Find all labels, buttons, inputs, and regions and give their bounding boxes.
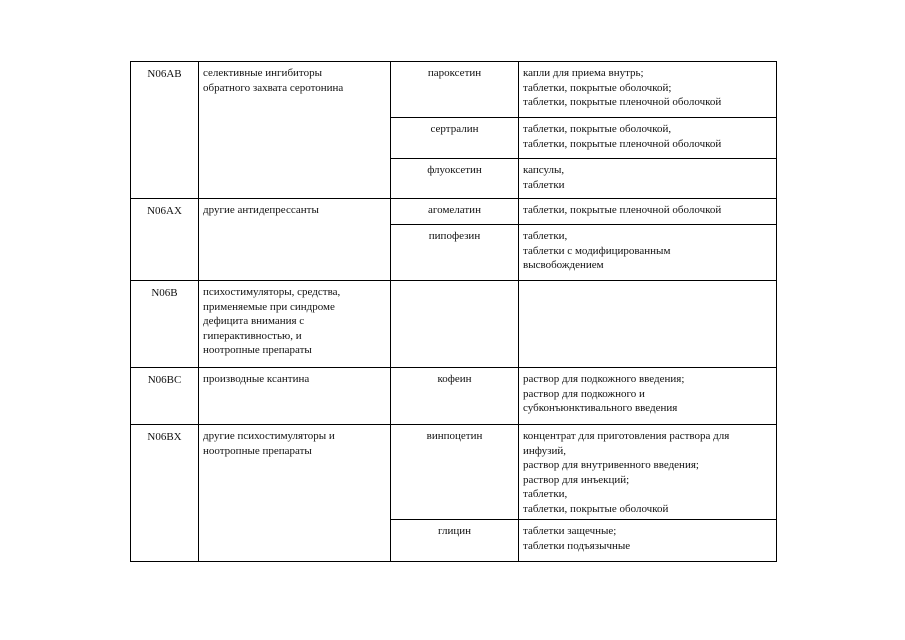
drug-group-line: психостимуляторы, средства,: [203, 286, 341, 298]
dosage-form-cell: [519, 520, 777, 562]
drug-group-line: другие антидепрессанты: [203, 204, 319, 216]
dosage-form-cell: [519, 368, 777, 425]
drug-group-line: другие психостимуляторы и: [203, 430, 335, 442]
dosage-form-cell: [519, 199, 777, 225]
drug-name-cell: [391, 520, 519, 562]
dosage-form-line: таблетки, покрытые оболочкой,: [523, 123, 672, 135]
atc-code: N06BX: [147, 431, 182, 443]
drug-name-cell: [391, 281, 519, 368]
drug-group-cell: [199, 368, 391, 425]
drug-group-cell: [199, 281, 391, 368]
dosage-form-cell: [519, 62, 777, 118]
drug-group-line: ноотропные препараты: [203, 444, 312, 457]
dosage-form-line: высвобождением: [523, 259, 604, 271]
drug-table: [130, 61, 777, 562]
dosage-form-line: раствор для внутривенного введения;: [523, 459, 699, 471]
drug-name: кофеин: [437, 373, 472, 385]
dosage-form-line: таблетки, покрытые пленочной оболочкой: [523, 137, 722, 150]
drug-group-line: селективные ингибиторы: [203, 67, 322, 79]
atc-code-cell: [131, 62, 199, 199]
table-row: [131, 281, 777, 368]
atc-code: N06B: [151, 287, 178, 299]
drug-name: пароксетин: [427, 67, 482, 79]
dosage-form-line: таблетки, покрытые пленочной оболочкой: [523, 204, 722, 216]
atc-code: N06BC: [147, 374, 182, 386]
dosage-form-cell: [519, 281, 777, 368]
drug-name: глицин: [438, 525, 471, 537]
atc-code-cell: [131, 425, 199, 562]
drug-name-cell: [391, 159, 519, 199]
dosage-form-line: таблетки защечные;: [523, 525, 617, 537]
dosage-form-cell: [519, 159, 777, 199]
drug-group-cell: [199, 425, 391, 562]
dosage-form-line: раствор для подкожного и: [523, 387, 645, 400]
atc-code: N06AX: [147, 205, 182, 217]
dosage-form-line: таблетки, покрытые оболочкой: [523, 502, 669, 515]
dosage-form-cell: [519, 225, 777, 281]
table-row: [131, 62, 777, 118]
drug-group-line: ноотропные препараты: [203, 344, 312, 356]
dosage-form-line: таблетки подъязычные: [523, 539, 631, 552]
drug-group-line: обратного захвата серотонина: [203, 81, 344, 94]
drug-name-cell: [391, 118, 519, 159]
table-row: [131, 368, 777, 425]
drug-group-line: производные ксантина: [203, 373, 310, 385]
drug-name-cell: [391, 425, 519, 520]
dosage-form-line: раствор для инъекций;: [523, 473, 630, 486]
drug-group-line: применяемые при синдроме: [203, 300, 335, 313]
drug-table-body: [131, 62, 777, 562]
atc-code-cell: [131, 199, 199, 281]
drug-name: сертралин: [430, 123, 479, 135]
atc-code-cell: [131, 281, 199, 368]
dosage-form-line: таблетки,: [523, 230, 568, 242]
dosage-form-line: раствор для подкожного введения;: [523, 373, 685, 385]
dosage-form-line: таблетки, покрытые пленочной оболочкой: [523, 96, 722, 108]
drug-name-cell: [391, 62, 519, 118]
dosage-form-cell: [519, 425, 777, 520]
table-row: [131, 199, 777, 225]
atc-code: N06AB: [147, 68, 182, 80]
drug-group-line: дефицита внимания с: [203, 315, 305, 327]
atc-code-cell: [131, 368, 199, 425]
table-row: [131, 425, 777, 520]
dosage-form-line: капли для приема внутрь;: [523, 67, 644, 79]
drug-name-cell: [391, 199, 519, 225]
drug-name-cell: [391, 225, 519, 281]
drug-group-line: гиперактивностью, и: [203, 329, 302, 342]
dosage-form-line: субконъюнктивального введения: [523, 402, 678, 414]
drug-group-cell: [199, 199, 391, 281]
drug-name-cell: [391, 368, 519, 425]
dosage-form-line: концентрат для приготовления раствора для: [523, 430, 730, 442]
dosage-form-line: таблетки,: [523, 488, 568, 500]
dosage-form-line: капсулы,: [523, 164, 565, 176]
drug-name: винпоцетин: [426, 430, 483, 442]
drug-name: агомелатин: [428, 204, 481, 216]
drug-group-cell: [199, 62, 391, 199]
dosage-form-cell: [519, 118, 777, 159]
dosage-form-line: таблетки: [523, 178, 565, 191]
dosage-form-line: таблетки с модифицированным: [523, 244, 671, 257]
drug-name: пипофезин: [428, 230, 481, 242]
dosage-form-line: инфузий,: [523, 444, 566, 457]
dosage-form-line: таблетки, покрытые оболочкой;: [523, 81, 672, 94]
drug-name: флуоксетин: [427, 164, 482, 176]
